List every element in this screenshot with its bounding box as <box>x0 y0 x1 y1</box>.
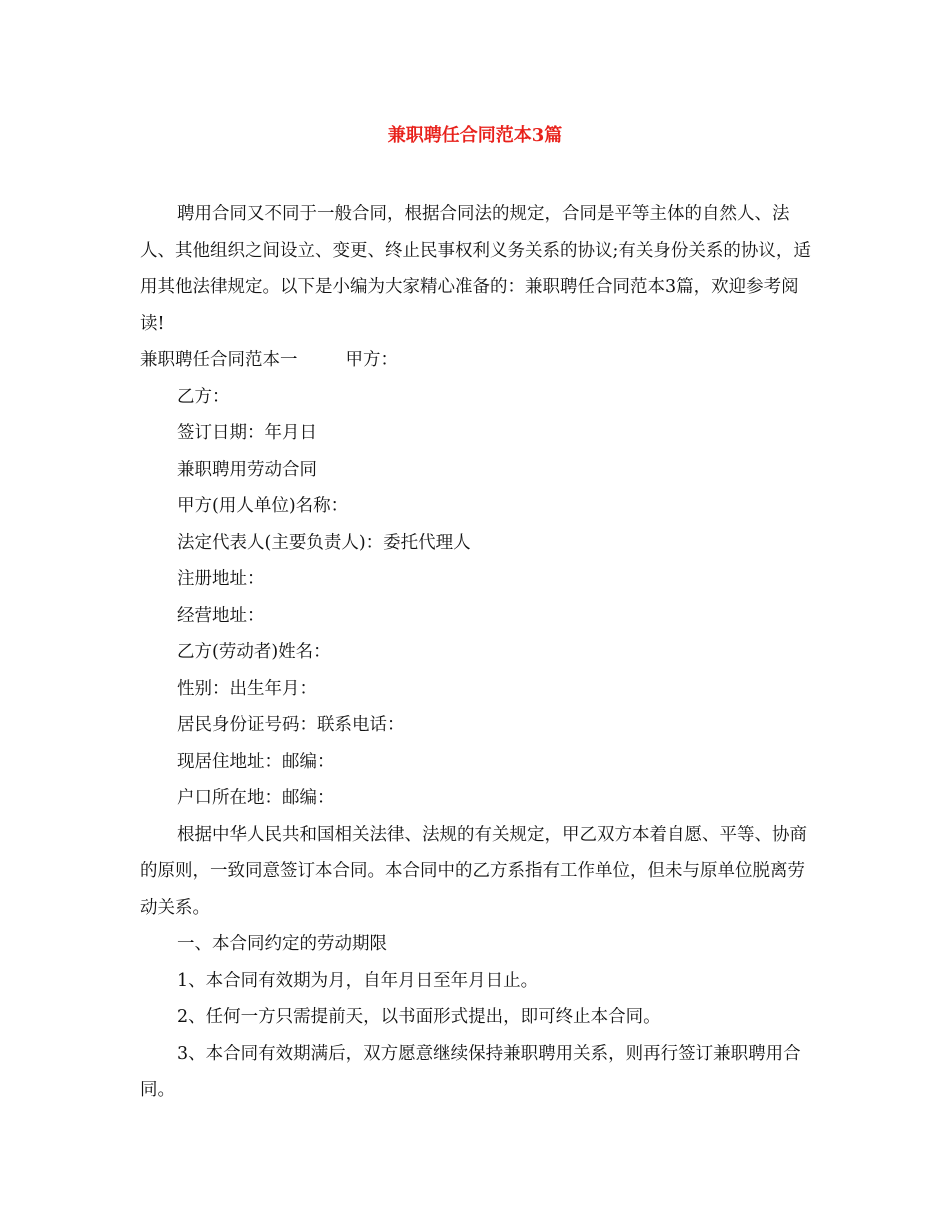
clause-1: 1、本合同有效期为月，自年月日至年月日止。 <box>177 970 539 991</box>
clause-heading: 一、本合同约定的劳动期限 <box>177 934 387 954</box>
field-legal-representative: 法定代表人(主要负责人)：委托代理人 <box>177 532 471 553</box>
basis-paragraph: 根据中华人民共和国相关法律、法规的有关规定，甲乙双方本着自愿、平等、协商的原则，一致同意签订本合同。本合同中的乙方系指有工作单位，但未与原单位脱离劳动关系。 <box>140 824 807 918</box>
field-household-registration: 户口所在地：邮编： <box>177 788 335 808</box>
field-current-address: 现居住地址：邮编： <box>177 751 335 772</box>
clause-2: 2、任何一方只需提前天，以书面形式提出，即可终止本合同。 <box>177 1007 661 1027</box>
intro-paragraph: 聘用合同又不同于一般合同，根据合同法的规定，合同是平等主体的自然人、法人、其他组织之间设立、变更、终止民事权利义务关系的协议;有关身份关系的协议，适用其他法律规定。以下是小编为大家精心准备的：兼职聘任合同范本3篇，欢迎参考阅读! <box>140 204 811 334</box>
section-header-line <box>140 342 812 379</box>
field-sign-date: 签订日期：年月日 <box>177 423 317 443</box>
document-title: 兼职聘任合同范本3篇 <box>387 125 563 146</box>
field-registered-address: 注册地址： <box>177 569 265 589</box>
party-a-label: 甲方： <box>345 350 398 370</box>
field-gender-birth: 性别：出生年月： <box>177 678 317 699</box>
field-employee-name: 乙方(劳动者)姓名： <box>177 642 331 662</box>
field-party-b: 乙方： <box>177 386 230 407</box>
clause-3: 3、本合同有效期满后，双方愿意继续保持兼职聘用关系，则再行签订兼职聘用合同。 <box>140 1043 801 1100</box>
field-id-phone: 居民身份证号码：联系电话： <box>177 715 405 735</box>
document-body <box>140 196 812 1109</box>
section-title: 兼职聘任合同范本一 <box>140 350 298 370</box>
contract-subtitle: 兼职聘用劳动合同 <box>177 459 317 480</box>
field-employer-name: 甲方(用人单位)名称： <box>177 496 349 516</box>
field-business-address: 经营地址： <box>177 605 265 626</box>
